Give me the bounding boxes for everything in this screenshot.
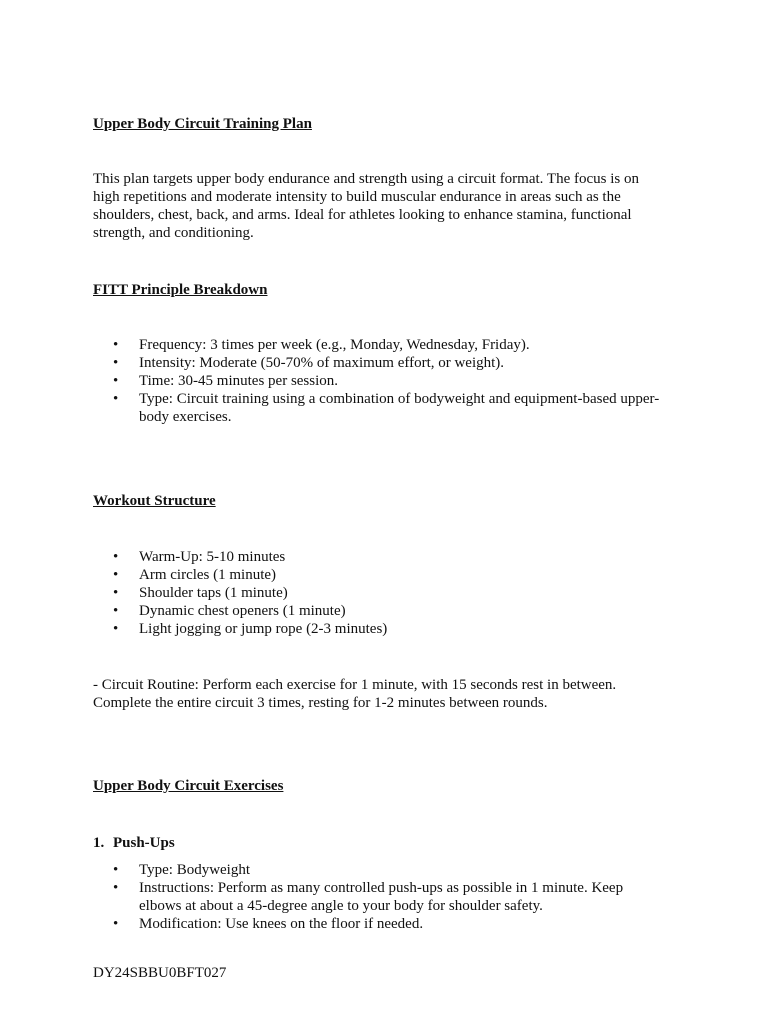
list-item (93, 879, 668, 915)
exercise-number: 1. (93, 835, 105, 851)
list-item (93, 566, 668, 584)
list-item (93, 584, 668, 602)
list-item (93, 336, 668, 354)
exercise-title (93, 834, 175, 852)
document-title: Upper Body Circuit Training Plan (93, 116, 312, 132)
bullet-icon: • (113, 585, 119, 601)
list-item-text: Type: Circuit training using a combination of bodyweight and equipment-based upper-body exercises. (139, 391, 660, 425)
list-item (93, 548, 668, 566)
list-item-text: Modification: Use knees on the floor if needed. (139, 916, 424, 932)
bullet-icon: • (113, 880, 119, 896)
list-item-text: Shoulder taps (1 minute) (139, 585, 288, 601)
exercises-heading: Upper Body Circuit Exercises (93, 778, 284, 794)
list-item (93, 861, 668, 879)
fitt-heading: FITT Principle Breakdown (93, 282, 268, 298)
bullet-icon: • (113, 567, 119, 583)
workout-heading: Workout Structure (93, 493, 216, 509)
list-item-text: Warm-Up: 5-10 minutes (139, 549, 286, 565)
bullet-icon: • (113, 916, 119, 932)
list-item-text: Intensity: Moderate (50-70% of maximum effort, or weight). (139, 355, 505, 371)
exercise-detail-list (93, 861, 668, 933)
list-item-text: Light jogging or jump rope (2-3 minutes) (139, 621, 388, 637)
circuit-routine-paragraph: - Circuit Routine: Perform each exercise for 1 minute, with 15 seconds rest in between. Complete the entire circuit 3 times, resting for 1-2 minutes between rounds. (93, 677, 617, 711)
list-item-text: Frequency: 3 times per week (e.g., Monday, Wednesday, Friday). (139, 337, 530, 353)
intro-paragraph: This plan targets upper body endurance and strength using a circuit format. The focus is on high repetitions and moderate intensity to build muscular endurance in areas such as the shoulders, chest, back, and arms. Ideal for athletes looking to enhance stamina, functional strength, and conditioning. (93, 171, 639, 241)
list-item (93, 354, 668, 372)
list-item (93, 602, 668, 620)
list-item-text: Instructions: Perform as many controlled push-ups as possible in 1 minute. Keep elbows at about a 45-degree angle to your body for shoulder safety. (139, 880, 624, 914)
bullet-icon: • (113, 355, 119, 371)
list-item-text: Time: 30-45 minutes per session. (139, 373, 339, 389)
bullet-icon: • (113, 391, 119, 407)
bullet-icon: • (113, 862, 119, 878)
bullet-icon: • (113, 621, 119, 637)
footer-document-code: DY24SBBU0BFT027 (93, 965, 227, 981)
list-item (93, 915, 668, 933)
list-item (93, 390, 668, 426)
list-item-text: Type: Bodyweight (139, 862, 251, 878)
bullet-icon: • (113, 549, 119, 565)
workout-list (93, 548, 668, 638)
fitt-list (93, 336, 668, 426)
bullet-icon: • (113, 373, 119, 389)
bullet-icon: • (113, 603, 119, 619)
list-item-text: Dynamic chest openers (1 minute) (139, 603, 346, 619)
list-item (93, 620, 668, 638)
bullet-icon: • (113, 337, 119, 353)
exercise-name: Push-Ups (113, 835, 175, 851)
list-item (93, 372, 668, 390)
list-item-text: Arm circles (1 minute) (139, 567, 277, 583)
